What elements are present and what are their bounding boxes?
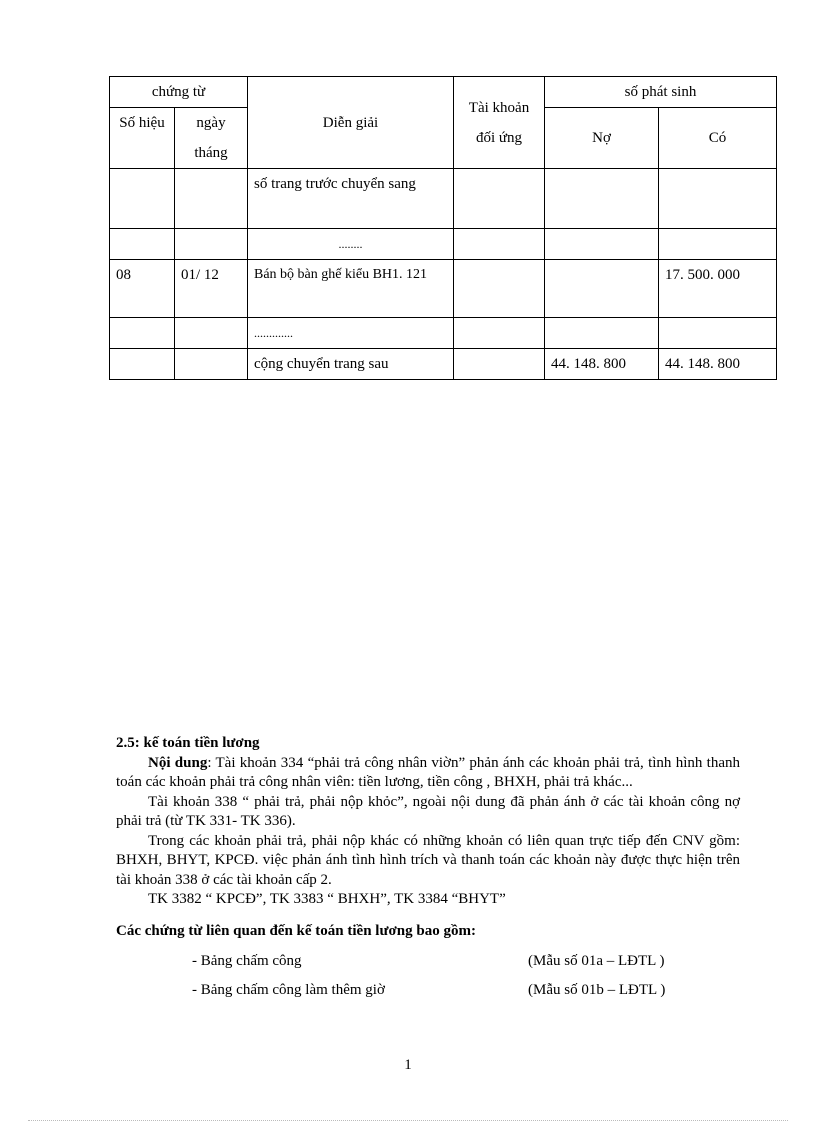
header-so-hieu: Số hiệu xyxy=(110,108,175,169)
cell-tai-khoan xyxy=(454,169,545,229)
cell-no xyxy=(545,318,659,349)
cell-ngay-thang xyxy=(175,318,248,349)
document-name: - Bảng chấm công làm thêm giờ xyxy=(192,982,385,998)
cell-so-hieu xyxy=(110,229,175,260)
list-item xyxy=(116,976,740,1005)
cell-dien-giai: ............. xyxy=(248,318,454,349)
header-co: Có xyxy=(659,108,777,169)
header-row-1 xyxy=(110,77,777,108)
table-row xyxy=(110,260,777,318)
cell-ngay-thang: 01/ 12 xyxy=(175,260,248,318)
list-item xyxy=(116,947,740,976)
section-heading: 2.5: kế toán tiền lương xyxy=(116,735,260,751)
cell-tai-khoan xyxy=(454,260,545,318)
cell-co xyxy=(659,318,777,349)
header-so-phat-sinh: số phát sinh xyxy=(545,77,777,108)
table-row xyxy=(110,169,777,229)
cell-co: 44. 148. 800 xyxy=(659,349,777,380)
table-row xyxy=(110,318,777,349)
cell-no xyxy=(545,260,659,318)
cell-dien-giai: ........ xyxy=(248,229,454,260)
document-name: - Bảng chấm công xyxy=(192,953,302,969)
header-dien-giai: Diễn giải xyxy=(248,77,454,169)
header-tai-khoan-doi-ung: Tài khoản đối ứng xyxy=(454,77,545,169)
cell-co: 17. 500. 000 xyxy=(659,260,777,318)
documents-subheading: Các chứng từ liên quan đến kế toán tiền lương bao gồm: xyxy=(116,922,476,939)
cell-tai-khoan xyxy=(454,349,545,380)
cell-so-hieu xyxy=(110,318,175,349)
cell-co xyxy=(659,229,777,260)
cell-ngay-thang xyxy=(175,349,248,380)
cell-no: 44. 148. 800 xyxy=(545,349,659,380)
header-ngay-thang: ngày tháng xyxy=(175,108,248,169)
salary-accounting-section xyxy=(116,734,740,1005)
cell-tai-khoan xyxy=(454,318,545,349)
document-form-code: (Mẫu số 01b – LĐTL ) xyxy=(528,982,666,998)
paragraph-3: Trong các khoản phải trả, phải nộp khác có những khoản có liên quan trực tiếp đến CNV gồm: BHXH, BHYT, KPCĐ. việc phản ánh tình hình trích và thanh toán các khoản này được thực hiện trên tài khoản 338 ở các tài khoản cấp 2. xyxy=(116,832,740,888)
cell-so-hieu: 08 xyxy=(110,260,175,318)
paragraph-1-text: : Tài khoản 334 “phải trả công nhân viờn” phản ánh các khoản phải trả, tình hình thanh toán các khoản phải trả công nhân viên: tiền lương, tiền công , BHXH, phải trả khác... xyxy=(116,754,740,790)
cell-no xyxy=(545,169,659,229)
cell-dien-giai: số trang trước chuyển sang xyxy=(248,169,454,229)
table-row xyxy=(110,229,777,260)
cell-so-hieu xyxy=(110,349,175,380)
ledger-table xyxy=(109,76,777,380)
paragraph-2: Tài khoản 338 “ phải trả, phải nộp khỏc”, ngoài nội dung đã phản ánh ở các tài khoản công nợ phải trả (từ TK 331- TK 336). xyxy=(116,793,740,829)
noi-dung-label: Nội dung xyxy=(148,754,208,771)
page-number: 1 xyxy=(404,1057,412,1073)
cell-dien-giai: Bán bộ bàn ghế kiểu BH1. 121 xyxy=(248,260,454,318)
cell-no xyxy=(545,229,659,260)
cell-so-hieu xyxy=(110,169,175,229)
header-chung-tu: chứng từ xyxy=(110,77,248,108)
cell-co xyxy=(659,169,777,229)
page-bottom-divider xyxy=(28,1120,788,1121)
cell-tai-khoan xyxy=(454,229,545,260)
cell-ngay-thang xyxy=(175,169,248,229)
cell-dien-giai: cộng chuyển trang sau xyxy=(248,349,454,380)
table-row xyxy=(110,349,777,380)
header-no: Nợ xyxy=(545,108,659,169)
cell-ngay-thang xyxy=(175,229,248,260)
paragraph-4: TK 3382 “ KPCĐ”, TK 3383 “ BHXH”, TK 3384 “BHYT” xyxy=(148,891,506,907)
document-form-code: (Mẫu số 01a – LĐTL ) xyxy=(528,953,665,969)
paragraph-noi-dung xyxy=(116,754,740,793)
